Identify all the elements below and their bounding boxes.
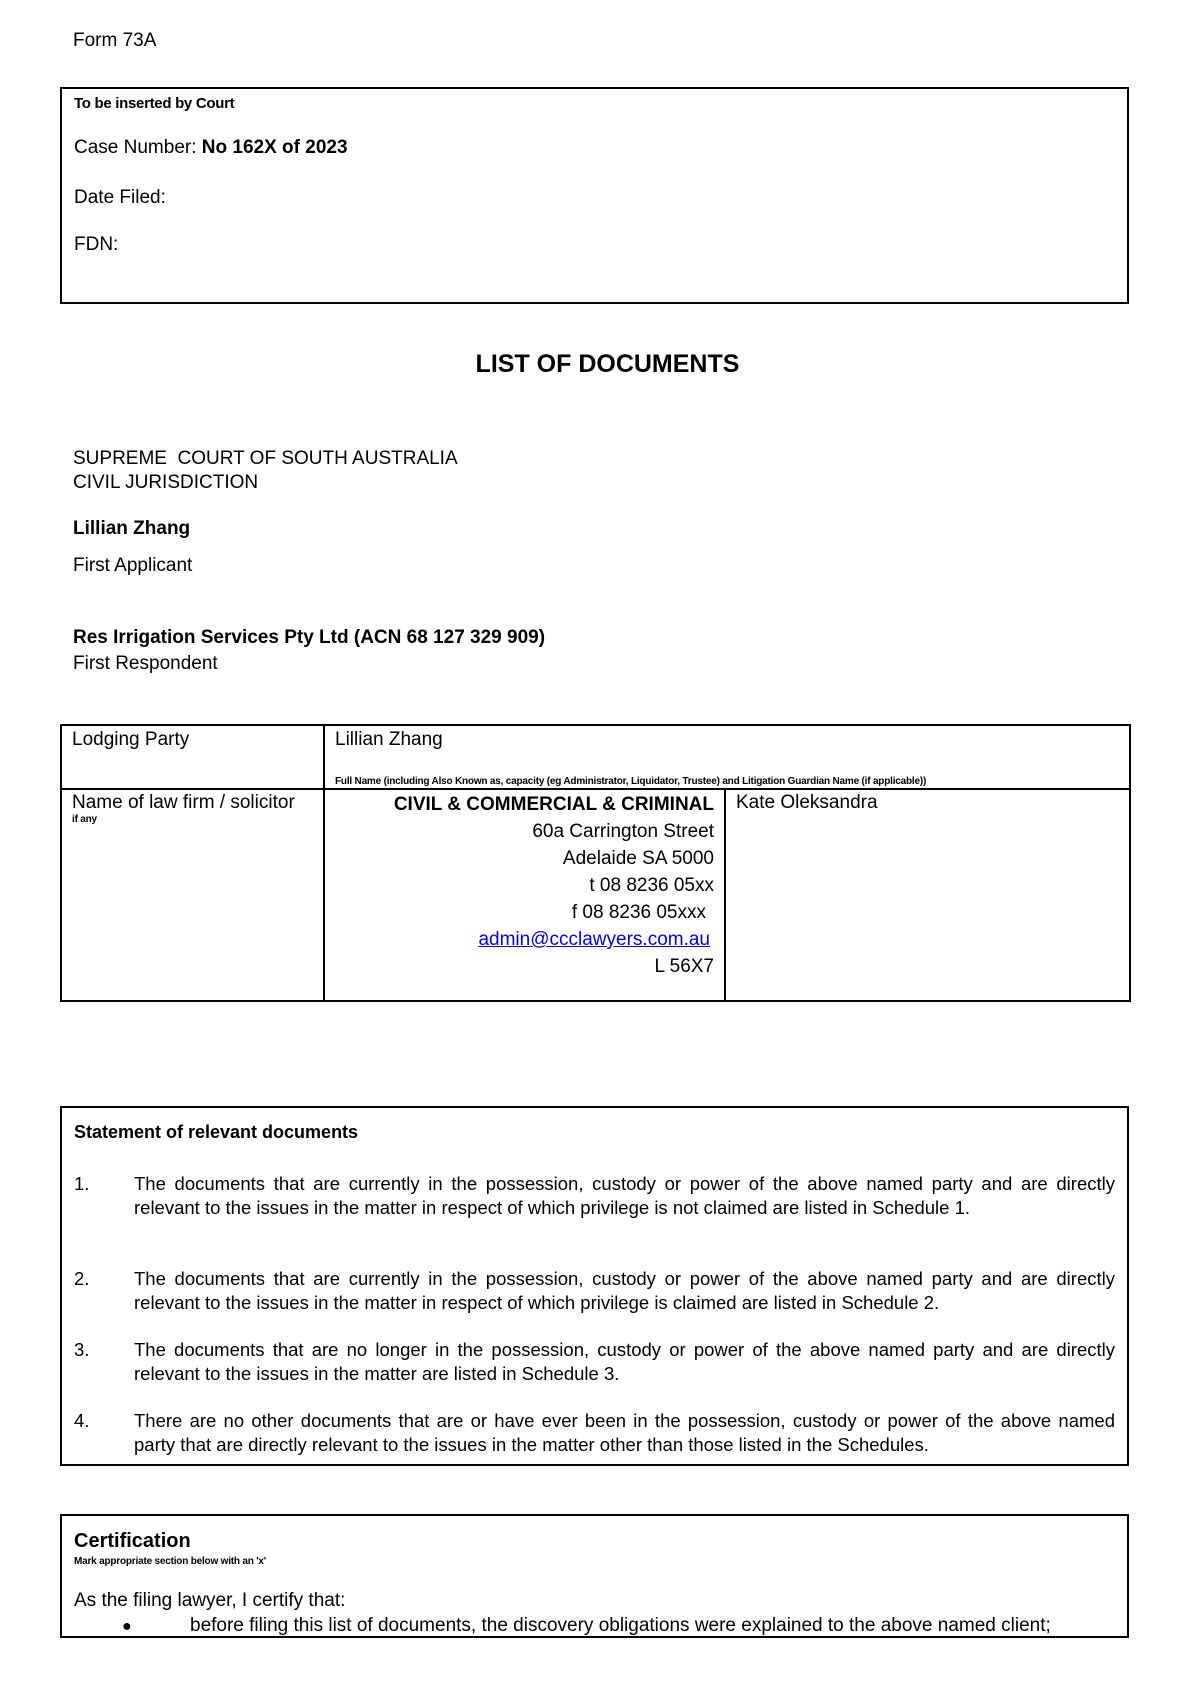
statement-box [60,1106,1129,1466]
firm-details [325,790,724,980]
case-number-value: No 162X of 2023 [201,137,348,158]
statement-item-text: The documents that are currently in the possession, custody or power of the above named party and are directly relevant to the issues in the matter in respect of which privilege is claimed are listed in Schedule 2. [134,1268,1115,1313]
solicitor-note: if any [72,814,97,825]
statement-item-text: There are no other documents that are or have ever been in the possession, custody or power of the above named party that are directly relevant to the issues in the matter other than those listed in the Schedules. [134,1410,1115,1455]
lodging-party-row [61,725,1130,789]
certification-mark-note: Mark appropriate section below with an 'x' [74,1556,266,1567]
statement-heading: Statement of relevant documents [74,1122,359,1142]
firm-email-link[interactable]: admin@ccclawyers.com.au [478,929,710,950]
form-label: Form 73A [73,30,157,51]
court-box-heading: To be inserted by Court [74,95,235,112]
solicitor-contact: Kate Oleksandra [736,792,878,813]
case-number-label: Case Number: [74,137,197,158]
lodging-party-label: Lodging Party [72,729,190,750]
solicitor-contact-cell [725,789,1130,1001]
certification-intro: As the filing lawyer, I certify that: [74,1590,346,1611]
solicitor-label-cell [61,789,324,1001]
jurisdiction-name: CIVIL JURISDICTION [73,472,259,493]
statement-item-number: 1. [74,1173,90,1194]
certification-bullet-text: before filing this list of documents, the discovery obligations were explained to the above named client; [190,1615,1051,1636]
statement-item-number: 4. [74,1410,90,1431]
lodging-party-note: Full Name (including Also Known as, capacity (eg Administrator, Liquidator, Trustee) and Litigation Guardian Name (if applicable)) [335,776,927,787]
bullet-icon: ● [122,1618,132,1635]
statement-item-4 [74,1409,1115,1457]
court-use-box [60,87,1129,304]
court-jurisdiction [73,447,458,495]
lodging-party-value-cell [324,725,1130,789]
solicitor-label: Name of law firm / solicitor [72,792,295,813]
statement-item-text: The documents that are no longer in the possession, custody or power of the above named party and are directly relevant to the issues in the matter are listed in Schedule 3. [134,1339,1115,1384]
certification-bullet-item [122,1615,1051,1637]
firm-name: CIVIL & COMMERCIAL & CRIMINAL [393,794,714,815]
document-title: LIST OF DOCUMENTS [475,350,740,378]
applicant-role: First Applicant [73,555,193,576]
case-number-row [74,137,348,159]
certification-heading: Certification [74,1530,191,1552]
statement-item-number: 2. [74,1268,90,1289]
certification-box [60,1514,1129,1638]
firm-code: L 56X7 [654,956,714,977]
lodging-party-label-cell [61,725,324,789]
firm-fax: f 08 8236 05xxx [571,902,706,923]
fdn-label: FDN: [74,234,119,255]
respondent-role: First Respondent [73,653,218,674]
applicant-name: Lillian Zhang [73,518,191,539]
statement-item-number: 3. [74,1339,90,1360]
statement-item-text: The documents that are currently in the possession, custody or power of the above named party and are directly relevant to the issues in the matter in respect of which privilege is not claimed are listed in Schedule 1. [134,1173,1115,1218]
firm-street: 60a Carrington Street [532,821,714,842]
firm-phone: t 08 8236 05xx [589,875,714,896]
statement-item-2 [74,1267,1115,1315]
statement-item-1 [74,1172,1115,1220]
date-filed-label: Date Filed: [74,187,166,208]
lodging-party-value: Lillian Zhang [335,729,443,750]
firm-details-cell [324,789,725,1001]
respondent-name: Res Irrigation Services Pty Ltd (ACN 68 127 329 909) [73,627,546,648]
statement-item-3 [74,1338,1115,1386]
lodging-party-table [60,724,1131,1002]
court-name: SUPREME COURT OF SOUTH AUSTRALIA [73,448,458,469]
firm-suburb: Adelaide SA 5000 [562,848,714,869]
solicitor-row [61,789,1130,1001]
